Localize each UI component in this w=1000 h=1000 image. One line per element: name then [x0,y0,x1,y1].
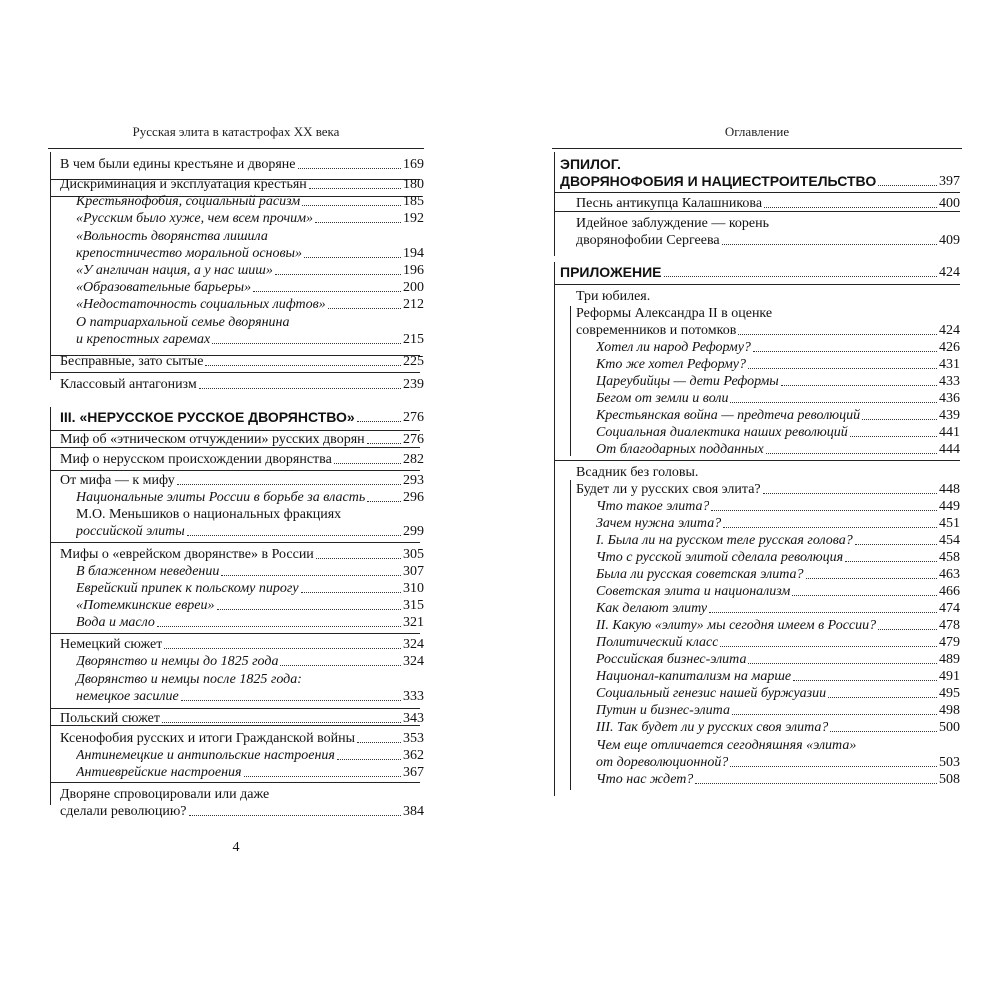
toc-entry[interactable]: II. Какую «элиту» мы сегодня имеем в России? 478 [596,618,960,633]
toc-entry[interactable]: Национальные элиты России в борьбе за власть 296 [76,490,424,505]
separator [554,192,960,193]
tree-line [50,407,51,805]
toc-entry[interactable]: От благодарных подданных 444 [596,442,960,457]
tree-line [570,306,571,456]
toc-entry[interactable]: Хотел ли народ Реформу? 426 [596,340,960,355]
toc-entry[interactable]: Национал-капитализм на марше 491 [596,669,960,684]
separator [50,372,420,373]
header-rule [552,148,962,149]
toc-entry[interactable]: От мифа — к мифу 293 [60,473,424,488]
toc-entry[interactable]: Путин и бизнес-элита 498 [596,703,960,718]
toc-entry[interactable]: Антиеврейские настроения 367 [76,765,424,780]
toc-entry[interactable]: Антинемецкие и антипольские настроения 362 [76,748,424,763]
toc-entry[interactable]: Дворянство и немцы до 1825 года 324 [76,654,424,669]
toc-entry[interactable]: Ксенофобия русских и итоги Гражданской войны 353 [60,731,424,746]
page-number: 4 [232,840,240,855]
toc-entry[interactable]: III. Так будет ли у русских своя элита? 500 [596,720,960,735]
toc-part-heading[interactable]: ПРИЛОЖЕНИЕ 424 [560,264,960,280]
toc-entry[interactable]: российской элиты 299 [76,524,424,539]
toc-entry[interactable]: Советская элита и национализм 466 [596,584,960,599]
toc-entry-line1: Дворянство и немцы после 1825 года: [76,672,302,687]
toc-entry[interactable]: Миф об «этническом отчуждении» русских дворян 276 [60,432,424,447]
toc-part-heading[interactable]: III. «НЕРУССКОЕ РУССКОЕ ДВОРЯНСТВО» 276 [60,409,424,425]
separator [50,782,420,783]
tree-line [554,262,555,796]
separator [554,284,960,285]
toc-entry[interactable]: Как делают элиту 474 [596,601,960,616]
toc-entry-line1: Дворяне спровоцировали или даже [60,787,270,802]
toc-entry-line1: Три юбилея. [576,289,651,304]
toc-entry[interactable]: Песнь антикупца Калашникова 400 [576,196,960,211]
toc-entry[interactable]: Социальная диалектика наших революций 441 [596,425,960,440]
toc-entry[interactable]: «Русским было хуже, чем всем прочим» 192 [76,211,424,226]
running-head: Оглавление [724,124,790,139]
toc-entry[interactable]: Классовый антагонизм 239 [60,377,424,392]
toc-entry[interactable]: «Недостаточность социальных лифтов» 212 [76,297,424,312]
toc-entry[interactable]: Польский сюжет 343 [60,711,424,726]
toc-entry[interactable]: В чем были едины крестьяне и дворяне 169 [60,157,424,172]
toc-entry[interactable]: Что нас ждет? 508 [596,772,960,787]
separator [50,542,420,543]
toc-entry[interactable]: В блаженном неведении 307 [76,564,424,579]
toc-entry[interactable]: «У англичан нация, а у нас шиш» 196 [76,263,424,278]
toc-entry[interactable]: сделали революцию? 384 [60,804,424,819]
toc-entry[interactable]: «Образовательные барьеры» 200 [76,280,424,295]
toc-entry[interactable]: «Потемкинские евреи» 315 [76,598,424,613]
toc-part-heading[interactable]: ДВОРЯНОФОБИЯ И НАЦИЕСТРОИТЕЛЬСТВО 397 [560,173,960,189]
toc-entry-line1: О патриархальной семье дворянина [76,315,290,330]
separator [50,470,420,471]
toc-entry[interactable]: Кто же хотел Реформу? 431 [596,357,960,372]
header-rule [48,148,424,149]
toc-entry[interactable]: Что такое элита? 449 [596,499,960,514]
toc-entry[interactable]: современников и потомков 424 [576,323,960,338]
toc-entry[interactable]: Была ли русская советская элита? 463 [596,567,960,582]
toc-entry[interactable]: Будет ли у русских своя элита? 448 [576,482,960,497]
toc-entry-line1: «Вольность дворянства лишила [76,229,268,244]
separator [554,460,960,461]
toc-entry[interactable]: I. Была ли на русском теле русская голова? 454 [596,533,960,548]
toc-entry-line1: Реформы Александра II в оценке [576,306,773,321]
toc-entry[interactable]: Крестьянофобия, социальный расизм 185 [76,194,424,209]
toc-entry[interactable]: немецкое засилие 333 [76,689,424,704]
toc-entry-line1: Идейное заблуждение — корень [576,216,770,231]
toc-entry[interactable]: Социальный генезис нашей буржуазии 495 [596,686,960,701]
tree-line [50,152,51,380]
toc-entry[interactable]: Бегом от земли и воли 436 [596,391,960,406]
separator [50,633,420,634]
toc-entry[interactable]: крепостничество моральной основы» 194 [76,246,424,261]
separator [50,708,420,709]
toc-entry[interactable]: и крепостных гаремах 215 [76,332,424,347]
toc-entry-line1: Всадник без головы. [576,465,699,480]
running-head: Русская элита в катастрофах XX века [132,124,340,139]
toc-entry[interactable]: Российская бизнес-элита 489 [596,652,960,667]
toc-entry[interactable]: Еврейский припек к польскому пирогу 310 [76,581,424,596]
toc-entry[interactable]: Дискриминация и эксплуатация крестьян 180 [60,177,424,192]
tree-line [570,480,571,790]
toc-entry[interactable]: дворянофобии Сергеева 409 [576,233,960,248]
toc-entry[interactable]: Крестьянская война — предтеча революций 439 [596,408,960,423]
toc-entry[interactable]: от дореволюционной? 503 [596,755,960,770]
toc-entry-line1: Чем еще отличается сегодняшняя «элита» [596,738,857,753]
toc-entry[interactable]: Вода и масло 321 [76,615,424,630]
toc-entry[interactable]: Зачем нужна элита? 451 [596,516,960,531]
toc-entry-line1: М.О. Меньшиков о национальных фракциях [76,507,342,522]
toc-entry[interactable]: Немецкий сюжет 324 [60,637,424,652]
toc-entry[interactable]: Миф о нерусском происхождении дворянства 282 [60,452,424,467]
toc-entry[interactable]: Бесправные, зато сытые 225 [60,354,424,369]
toc-part-heading-line1: ЭПИЛОГ. [560,156,621,172]
toc-entry[interactable]: Политический класс 479 [596,635,960,650]
tree-line [554,152,555,256]
toc-entry[interactable]: Мифы о «еврейском дворянстве» в России 305 [60,547,424,562]
toc-entry[interactable]: Цареубийцы — дети Реформы 433 [596,374,960,389]
toc-entry[interactable]: Что с русской элитой сделала революция 458 [596,550,960,565]
